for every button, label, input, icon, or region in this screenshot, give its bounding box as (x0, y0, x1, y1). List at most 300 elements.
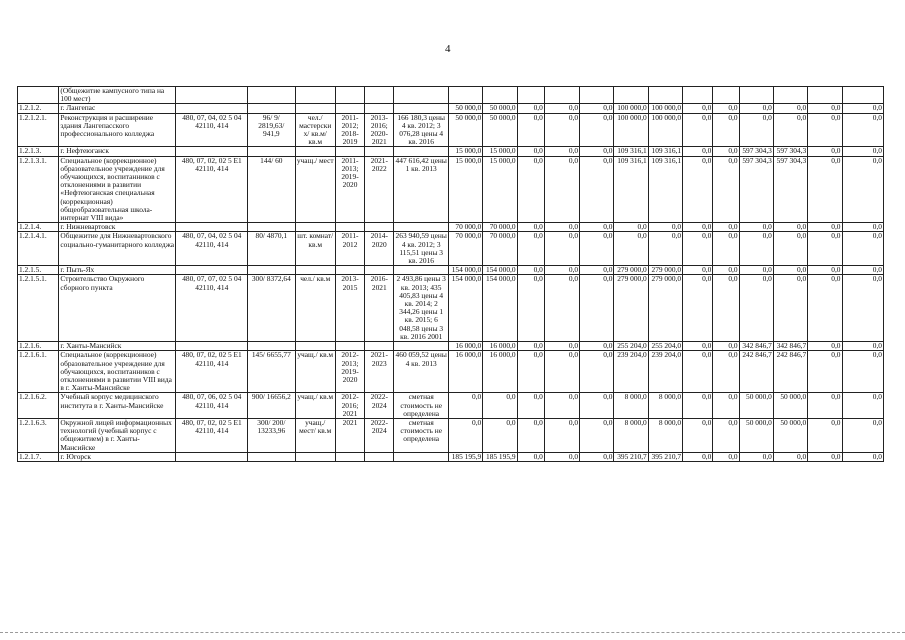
object-name-cell: г. Лангепас (59, 104, 176, 113)
budget-code-cell (176, 342, 248, 351)
value-cell: 0,0 (517, 266, 544, 275)
section-row (18, 342, 884, 351)
value-cell: 0,0 (648, 232, 682, 266)
estimated-cost-cell: 2 493,86 цены 3 кв. 2013; 435 405,83 цены 4 кв. 2014; 2 344,26 цены 1 кв. 2015; 6 048,58 цены 3 кв. 2016 2001 (394, 275, 449, 342)
construction-years-cell: 2021- 2023 (365, 351, 394, 393)
value-cell: 50 000,0 (448, 104, 482, 113)
value-cell: 0,0 (683, 156, 713, 223)
value-cell: 0,0 (580, 393, 614, 419)
value-cell: 0,0 (842, 104, 884, 113)
value-cell: 50 000,0 (448, 113, 482, 147)
value-cell: 0,0 (739, 275, 773, 342)
value-cell: 242 846,7 (739, 351, 773, 393)
value-cell: 154 000,0 (448, 275, 482, 342)
value-cell: 0,0 (517, 223, 544, 232)
value-cell: 0,0 (808, 104, 842, 113)
estimated-cost-cell (394, 266, 449, 275)
value-cell: 0,0 (842, 342, 884, 351)
value-cell: 16 000,0 (483, 351, 517, 393)
construction-years-cell: 2021- 2022 (365, 156, 394, 223)
row-number-cell: 1.2.1.2. (18, 104, 59, 113)
value-cell: 8 000,0 (614, 393, 648, 419)
object-name-cell: Реконструкция и расширение здания Лангепасского профессионального колледжа (59, 113, 176, 147)
empty-cell (808, 87, 842, 104)
value-cell: 0,0 (842, 147, 884, 156)
value-cell: 0,0 (614, 223, 648, 232)
value-cell: 597 304,3 (773, 147, 807, 156)
value-cell: 239 204,0 (648, 351, 682, 393)
value-cell: 342 846,7 (773, 342, 807, 351)
value-cell: 16 000,0 (483, 342, 517, 351)
construction-years-cell (365, 342, 394, 351)
value-cell: 8 000,0 (648, 393, 682, 419)
value-cell: 0,0 (739, 266, 773, 275)
row-number-cell: 1.2.1.3.1. (18, 156, 59, 223)
capacity-cell: 300/ 8372,64 (248, 275, 295, 342)
value-cell: 0,0 (808, 113, 842, 147)
value-cell: 255 204,0 (614, 342, 648, 351)
construction-years-cell (365, 104, 394, 113)
value-cell: 239 204,0 (614, 351, 648, 393)
value-cell: 0,0 (580, 418, 614, 452)
estimated-cost-cell: 263 940,59 цены 4 кв. 2012; 3 115,51 цены 3 кв. 2016 (395, 231, 447, 266)
value-cell: 0,0 (648, 223, 682, 232)
object-name-cell: Окружной лицей информационных технологий (учебный корпус с общежитием) в г. Ханты-Мансийске (59, 418, 176, 452)
unit-cell (295, 452, 335, 461)
value-cell: 0,0 (773, 113, 807, 147)
construction-years-cell: 2016- 2021 (365, 275, 394, 342)
empty-cell (248, 87, 295, 104)
capacity-cell (248, 147, 295, 156)
object-name-cell: (Общежитие кампусного типа на 100 мест) (59, 87, 176, 104)
value-cell: 597 304,3 (739, 156, 773, 223)
value-cell: 0,0 (713, 113, 739, 147)
estimated-cost-cell (394, 104, 449, 113)
value-cell: 0,0 (773, 232, 807, 266)
value-cell: 16 000,0 (448, 351, 482, 393)
empty-cell (614, 87, 648, 104)
empty-cell (713, 87, 739, 104)
value-cell: 597 304,3 (773, 156, 807, 223)
page-number: 4 (445, 43, 451, 55)
value-cell: 109 316,1 (648, 147, 682, 156)
section-row (18, 147, 884, 156)
row-number-cell: 1.2.1.6.1. (18, 351, 59, 393)
budget-code-cell (176, 223, 248, 232)
value-cell: 0,0 (517, 275, 544, 342)
value-cell: 0,0 (544, 147, 579, 156)
object-name-cell: Общежитие для Нижневартовского социально-гуманитарного колледжа (59, 232, 176, 266)
page-edge-divider (0, 632, 905, 633)
unit-cell: учащ./ мест (295, 156, 335, 223)
value-cell: 0,0 (544, 104, 579, 113)
design-years-cell (335, 223, 364, 232)
budget-code-cell (176, 147, 248, 156)
value-cell: 15 000,0 (448, 147, 482, 156)
estimated-cost-cell (394, 452, 449, 461)
capacity-cell (248, 223, 295, 232)
row-number-cell: 1.2.1.6.3. (18, 418, 59, 452)
object-row (18, 418, 884, 452)
value-cell: 395 210,7 (614, 452, 648, 461)
object-row (18, 156, 884, 223)
row-number-cell: 1.2.1.4. (18, 223, 59, 232)
value-cell: 0,0 (808, 342, 842, 351)
object-name-cell: г. Югорск (59, 452, 176, 461)
empty-cell (683, 87, 713, 104)
value-cell: 279 000,0 (614, 275, 648, 342)
value-cell: 0,0 (773, 266, 807, 275)
construction-years-cell: 2022- 2024 (365, 418, 394, 452)
unit-cell (295, 342, 335, 351)
empty-cell (335, 87, 364, 104)
value-cell: 0,0 (773, 104, 807, 113)
value-cell: 0,0 (683, 452, 713, 461)
value-cell: 15 000,0 (483, 147, 517, 156)
unit-cell: учащ./ мест/ кв.м (295, 418, 335, 452)
value-cell: 0,0 (683, 266, 713, 275)
value-cell: 0,0 (713, 452, 739, 461)
value-cell: 0,0 (739, 104, 773, 113)
value-cell: 0,0 (713, 147, 739, 156)
value-cell: 0,0 (448, 393, 482, 419)
construction-years-cell (365, 452, 394, 461)
value-cell: 0,0 (683, 351, 713, 393)
unit-cell: чел./ кв.м (295, 275, 335, 342)
value-cell: 0,0 (739, 452, 773, 461)
value-cell: 0,0 (739, 232, 773, 266)
budget-code-cell: 480, 07, 04, 02 5 04 42110, 414 (176, 113, 248, 147)
value-cell: 0,0 (544, 342, 579, 351)
value-cell: 70 000,0 (448, 232, 482, 266)
value-cell: 50 000,0 (773, 393, 807, 419)
value-cell: 0,0 (544, 351, 579, 393)
value-cell: 0,0 (713, 266, 739, 275)
row-number-cell: 1.2.1.5.1. (18, 275, 59, 342)
value-cell: 0,0 (683, 393, 713, 419)
estimated-cost-cell (394, 147, 449, 156)
value-cell: 0,0 (808, 266, 842, 275)
section-row (18, 223, 884, 232)
value-cell: 50 000,0 (483, 113, 517, 147)
empty-cell (580, 87, 614, 104)
value-cell: 50 000,0 (483, 104, 517, 113)
value-cell: 15 000,0 (483, 156, 517, 223)
value-cell: 109 316,1 (648, 156, 682, 223)
object-row (18, 393, 884, 419)
construction-years-cell (365, 147, 394, 156)
object-name-cell: г. Пыть-Ях (59, 266, 176, 275)
budget-code-cell: 480, 07, 06, 02 5 04 42110, 414 (176, 393, 248, 419)
value-cell: 0,0 (517, 393, 544, 419)
value-cell: 0,0 (842, 418, 884, 452)
row-number-cell (18, 87, 59, 104)
value-cell: 154 000,0 (483, 266, 517, 275)
value-cell: 0,0 (517, 156, 544, 223)
capacity-cell (248, 266, 295, 275)
value-cell: 279 000,0 (648, 275, 682, 342)
value-cell: 15 000,0 (448, 156, 482, 223)
design-years-cell: 2012- 2016; 2021 (335, 393, 364, 419)
value-cell: 0,0 (808, 232, 842, 266)
capacity-cell: 80/ 4870,1 (248, 232, 295, 266)
value-cell: 0,0 (773, 452, 807, 461)
value-cell: 50 000,0 (739, 393, 773, 419)
value-cell: 0,0 (683, 418, 713, 452)
estimated-cost-cell: 166 180,3 цены 4 кв. 2012; 3 076,28 цены 4 кв. 2016 (394, 113, 449, 147)
design-years-cell (335, 342, 364, 351)
value-cell: 0,0 (683, 104, 713, 113)
empty-cell (394, 87, 449, 104)
empty-cell (739, 87, 773, 104)
design-years-cell (335, 147, 364, 156)
capacity-cell (248, 342, 295, 351)
value-cell: 8 000,0 (614, 418, 648, 452)
value-cell: 0,0 (683, 113, 713, 147)
row-number-cell: 1.2.1.6. (18, 342, 59, 351)
value-cell: 0,0 (842, 351, 884, 393)
value-cell: 0,0 (580, 104, 614, 113)
value-cell: 597 304,3 (739, 147, 773, 156)
construction-years-cell: 2022- 2024 (365, 393, 394, 419)
unit-cell (295, 223, 335, 232)
capacity-cell (248, 452, 295, 461)
value-cell: 0,0 (713, 418, 739, 452)
value-cell: 0,0 (544, 232, 579, 266)
empty-cell (448, 87, 482, 104)
value-cell: 0,0 (580, 156, 614, 223)
object-name-cell: Специальное (коррекционное) образовательное учреждение для обучающихся, воспитанников с отклонениями в развитии VIII вида в г. Ханты-Мансийске (59, 351, 176, 393)
object-name-cell: Специальное (коррекционное) образовательное учреждение для обучающихся, воспитанников с отклонениями в развитии «Нефтеюганская специальная (коррекционная) общеобразовательная школа-интернат VIII вида» (59, 156, 176, 223)
value-cell: 0,0 (808, 156, 842, 223)
value-cell: 0,0 (517, 452, 544, 461)
value-cell: 50 000,0 (773, 418, 807, 452)
value-cell: 0,0 (544, 113, 579, 147)
construction-years-cell: 2014- 2020 (365, 232, 394, 266)
value-cell: 0,0 (808, 223, 842, 232)
value-cell: 0,0 (614, 232, 648, 266)
value-cell: 100 000,0 (648, 113, 682, 147)
value-cell: 0,0 (713, 351, 739, 393)
value-cell: 0,0 (683, 232, 713, 266)
budget-code-cell (176, 266, 248, 275)
row-number-cell: 1.2.1.7. (18, 452, 59, 461)
value-cell: 154 000,0 (483, 275, 517, 342)
value-cell: 395 210,7 (648, 452, 682, 461)
value-cell: 0,0 (483, 418, 517, 452)
unit-cell (295, 147, 335, 156)
value-cell: 0,0 (842, 232, 884, 266)
row-number-cell: 1.2.1.2.1. (18, 113, 59, 147)
value-cell: 0,0 (544, 393, 579, 419)
object-row (18, 113, 884, 147)
estimated-cost-cell: 447 616,42 цены 1 кв. 2013 (394, 156, 449, 223)
construction-years-cell: 2013- 2016; 2020- 2021 (365, 113, 394, 147)
value-cell: 8 000,0 (648, 418, 682, 452)
value-cell: 0,0 (544, 275, 579, 342)
object-row (18, 232, 884, 266)
value-cell: 0,0 (580, 147, 614, 156)
budget-code-cell (176, 104, 248, 113)
object-row (18, 275, 884, 342)
section-row (18, 104, 884, 113)
value-cell: 0,0 (580, 342, 614, 351)
value-cell: 185 195,9 (448, 452, 482, 461)
value-cell: 0,0 (580, 113, 614, 147)
row-number-cell: 1.2.1.3. (18, 147, 59, 156)
value-cell: 0,0 (713, 275, 739, 342)
value-cell: 0,0 (517, 342, 544, 351)
object-name-cell: Учебный корпус медицинского института в г. Ханты-Мансийске (59, 393, 176, 419)
budget-code-cell (176, 452, 248, 461)
capacity-cell: 145/ 6655,77 (248, 351, 295, 393)
value-cell: 16 000,0 (448, 342, 482, 351)
value-cell: 0,0 (483, 393, 517, 419)
section-row (18, 452, 884, 461)
value-cell: 0,0 (517, 351, 544, 393)
empty-cell (483, 87, 517, 104)
value-cell: 0,0 (842, 275, 884, 342)
object-row (18, 351, 884, 393)
value-cell: 0,0 (544, 452, 579, 461)
capacity-cell: 96/ 9/ 2819,63/ 941,9 (248, 113, 295, 147)
row-number-cell: 1.2.1.6.2. (18, 393, 59, 419)
empty-cell (517, 87, 544, 104)
capacity-cell (248, 104, 295, 113)
value-cell: 0,0 (808, 393, 842, 419)
continuation-row (18, 87, 884, 104)
capacity-cell: 900/ 16656,2 (248, 393, 295, 419)
design-years-cell: 2013- 2015 (335, 275, 364, 342)
value-cell: 242 846,7 (773, 351, 807, 393)
object-name-cell: Строительство Окружного сборного пункта (59, 275, 176, 342)
value-cell: 109 316,1 (614, 156, 648, 223)
value-cell: 0,0 (580, 351, 614, 393)
budget-code-cell: 480, 07, 02, 02 5 Е1 42110, 414 (176, 156, 248, 223)
value-cell: 0,0 (683, 275, 713, 342)
value-cell: 0,0 (544, 266, 579, 275)
value-cell: 50 000,0 (739, 418, 773, 452)
budget-code-cell: 480, 07, 07, 02 5 04 42110, 414 (176, 275, 248, 342)
object-name-cell: г. Нефтеюганск (59, 147, 176, 156)
unit-cell: чел./ мастерски х/ кв.м/ кв.м (295, 113, 335, 147)
value-cell: 0,0 (808, 452, 842, 461)
value-cell: 0,0 (773, 275, 807, 342)
estimated-cost-cell: сметная стоимость не определена (394, 418, 449, 452)
value-cell: 0,0 (773, 223, 807, 232)
value-cell: 0,0 (517, 104, 544, 113)
value-cell: 0,0 (713, 232, 739, 266)
estimated-cost-cell: сметная стоимость не определена (394, 393, 449, 419)
value-cell: 0,0 (580, 452, 614, 461)
value-cell: 0,0 (842, 223, 884, 232)
value-cell: 109 316,1 (614, 147, 648, 156)
value-cell: 70 000,0 (483, 232, 517, 266)
program-objects-table (17, 86, 884, 462)
value-cell: 0,0 (580, 232, 614, 266)
budget-code-cell: 480, 07, 02, 02 5 Е1 42110, 414 (176, 418, 248, 452)
value-cell: 0,0 (683, 342, 713, 351)
object-name-cell: г. Ханты-Мансийск (59, 342, 176, 351)
design-years-cell: 2011- 2012; 2018- 2019 (335, 113, 364, 147)
design-years-cell: 2011- 2013; 2019- 2020 (335, 156, 364, 223)
estimated-cost-cell (394, 223, 449, 232)
empty-cell (365, 87, 394, 104)
empty-cell (295, 87, 335, 104)
value-cell: 342 846,7 (739, 342, 773, 351)
value-cell: 0,0 (580, 223, 614, 232)
estimated-cost-cell (394, 342, 449, 351)
object-name-cell: г. Нижневартовск (59, 223, 176, 232)
unit-cell: шт. комнат/ кв.м (295, 232, 335, 266)
value-cell: 100 000,0 (648, 104, 682, 113)
empty-cell (842, 87, 884, 104)
value-cell: 0,0 (842, 393, 884, 419)
value-cell: 0,0 (713, 104, 739, 113)
design-years-cell (335, 104, 364, 113)
value-cell: 0,0 (517, 232, 544, 266)
value-cell: 0,0 (517, 418, 544, 452)
value-cell: 0,0 (544, 223, 579, 232)
value-cell: 0,0 (580, 275, 614, 342)
value-cell: 0,0 (842, 156, 884, 223)
value-cell: 0,0 (808, 351, 842, 393)
estimated-cost-cell: 460 059,52 цены 4 кв. 2013 (394, 351, 449, 393)
value-cell: 0,0 (713, 156, 739, 223)
capacity-cell: 144/ 60 (248, 156, 295, 223)
design-years-cell (335, 266, 364, 275)
row-number-cell: 1.2.1.4.1. (18, 232, 59, 266)
unit-cell (295, 266, 335, 275)
value-cell: 0,0 (808, 275, 842, 342)
value-cell: 0,0 (842, 452, 884, 461)
value-cell: 0,0 (713, 223, 739, 232)
value-cell: 0,0 (808, 147, 842, 156)
unit-cell (295, 104, 335, 113)
design-years-cell (335, 452, 364, 461)
empty-cell (648, 87, 682, 104)
section-row (18, 266, 884, 275)
value-cell: 0,0 (713, 393, 739, 419)
value-cell: 0,0 (683, 223, 713, 232)
empty-cell (544, 87, 579, 104)
value-cell: 185 195,9 (483, 452, 517, 461)
value-cell: 0,0 (544, 156, 579, 223)
budget-code-cell: 480, 07, 02, 02 5 Е1 42110, 414 (176, 351, 248, 393)
value-cell: 0,0 (517, 147, 544, 156)
value-cell: 0,0 (842, 113, 884, 147)
value-cell: 0,0 (739, 223, 773, 232)
construction-years-cell (365, 266, 394, 275)
value-cell: 0,0 (739, 113, 773, 147)
value-cell: 0,0 (517, 113, 544, 147)
design-years-cell: 2021 (335, 418, 364, 452)
value-cell: 279 000,0 (648, 266, 682, 275)
value-cell: 70 000,0 (483, 223, 517, 232)
value-cell: 100 000,0 (614, 104, 648, 113)
value-cell: 100 000,0 (614, 113, 648, 147)
row-number-cell: 1.2.1.5. (18, 266, 59, 275)
value-cell: 0,0 (683, 147, 713, 156)
design-years-cell: 2012- 2013; 2019- 2020 (335, 351, 364, 393)
value-cell: 0,0 (580, 266, 614, 275)
value-cell: 0,0 (842, 266, 884, 275)
construction-years-cell (365, 223, 394, 232)
value-cell: 279 000,0 (614, 266, 648, 275)
value-cell: 0,0 (544, 418, 579, 452)
value-cell: 70 000,0 (448, 223, 482, 232)
design-years-cell: 2011- 2012 (335, 232, 364, 266)
